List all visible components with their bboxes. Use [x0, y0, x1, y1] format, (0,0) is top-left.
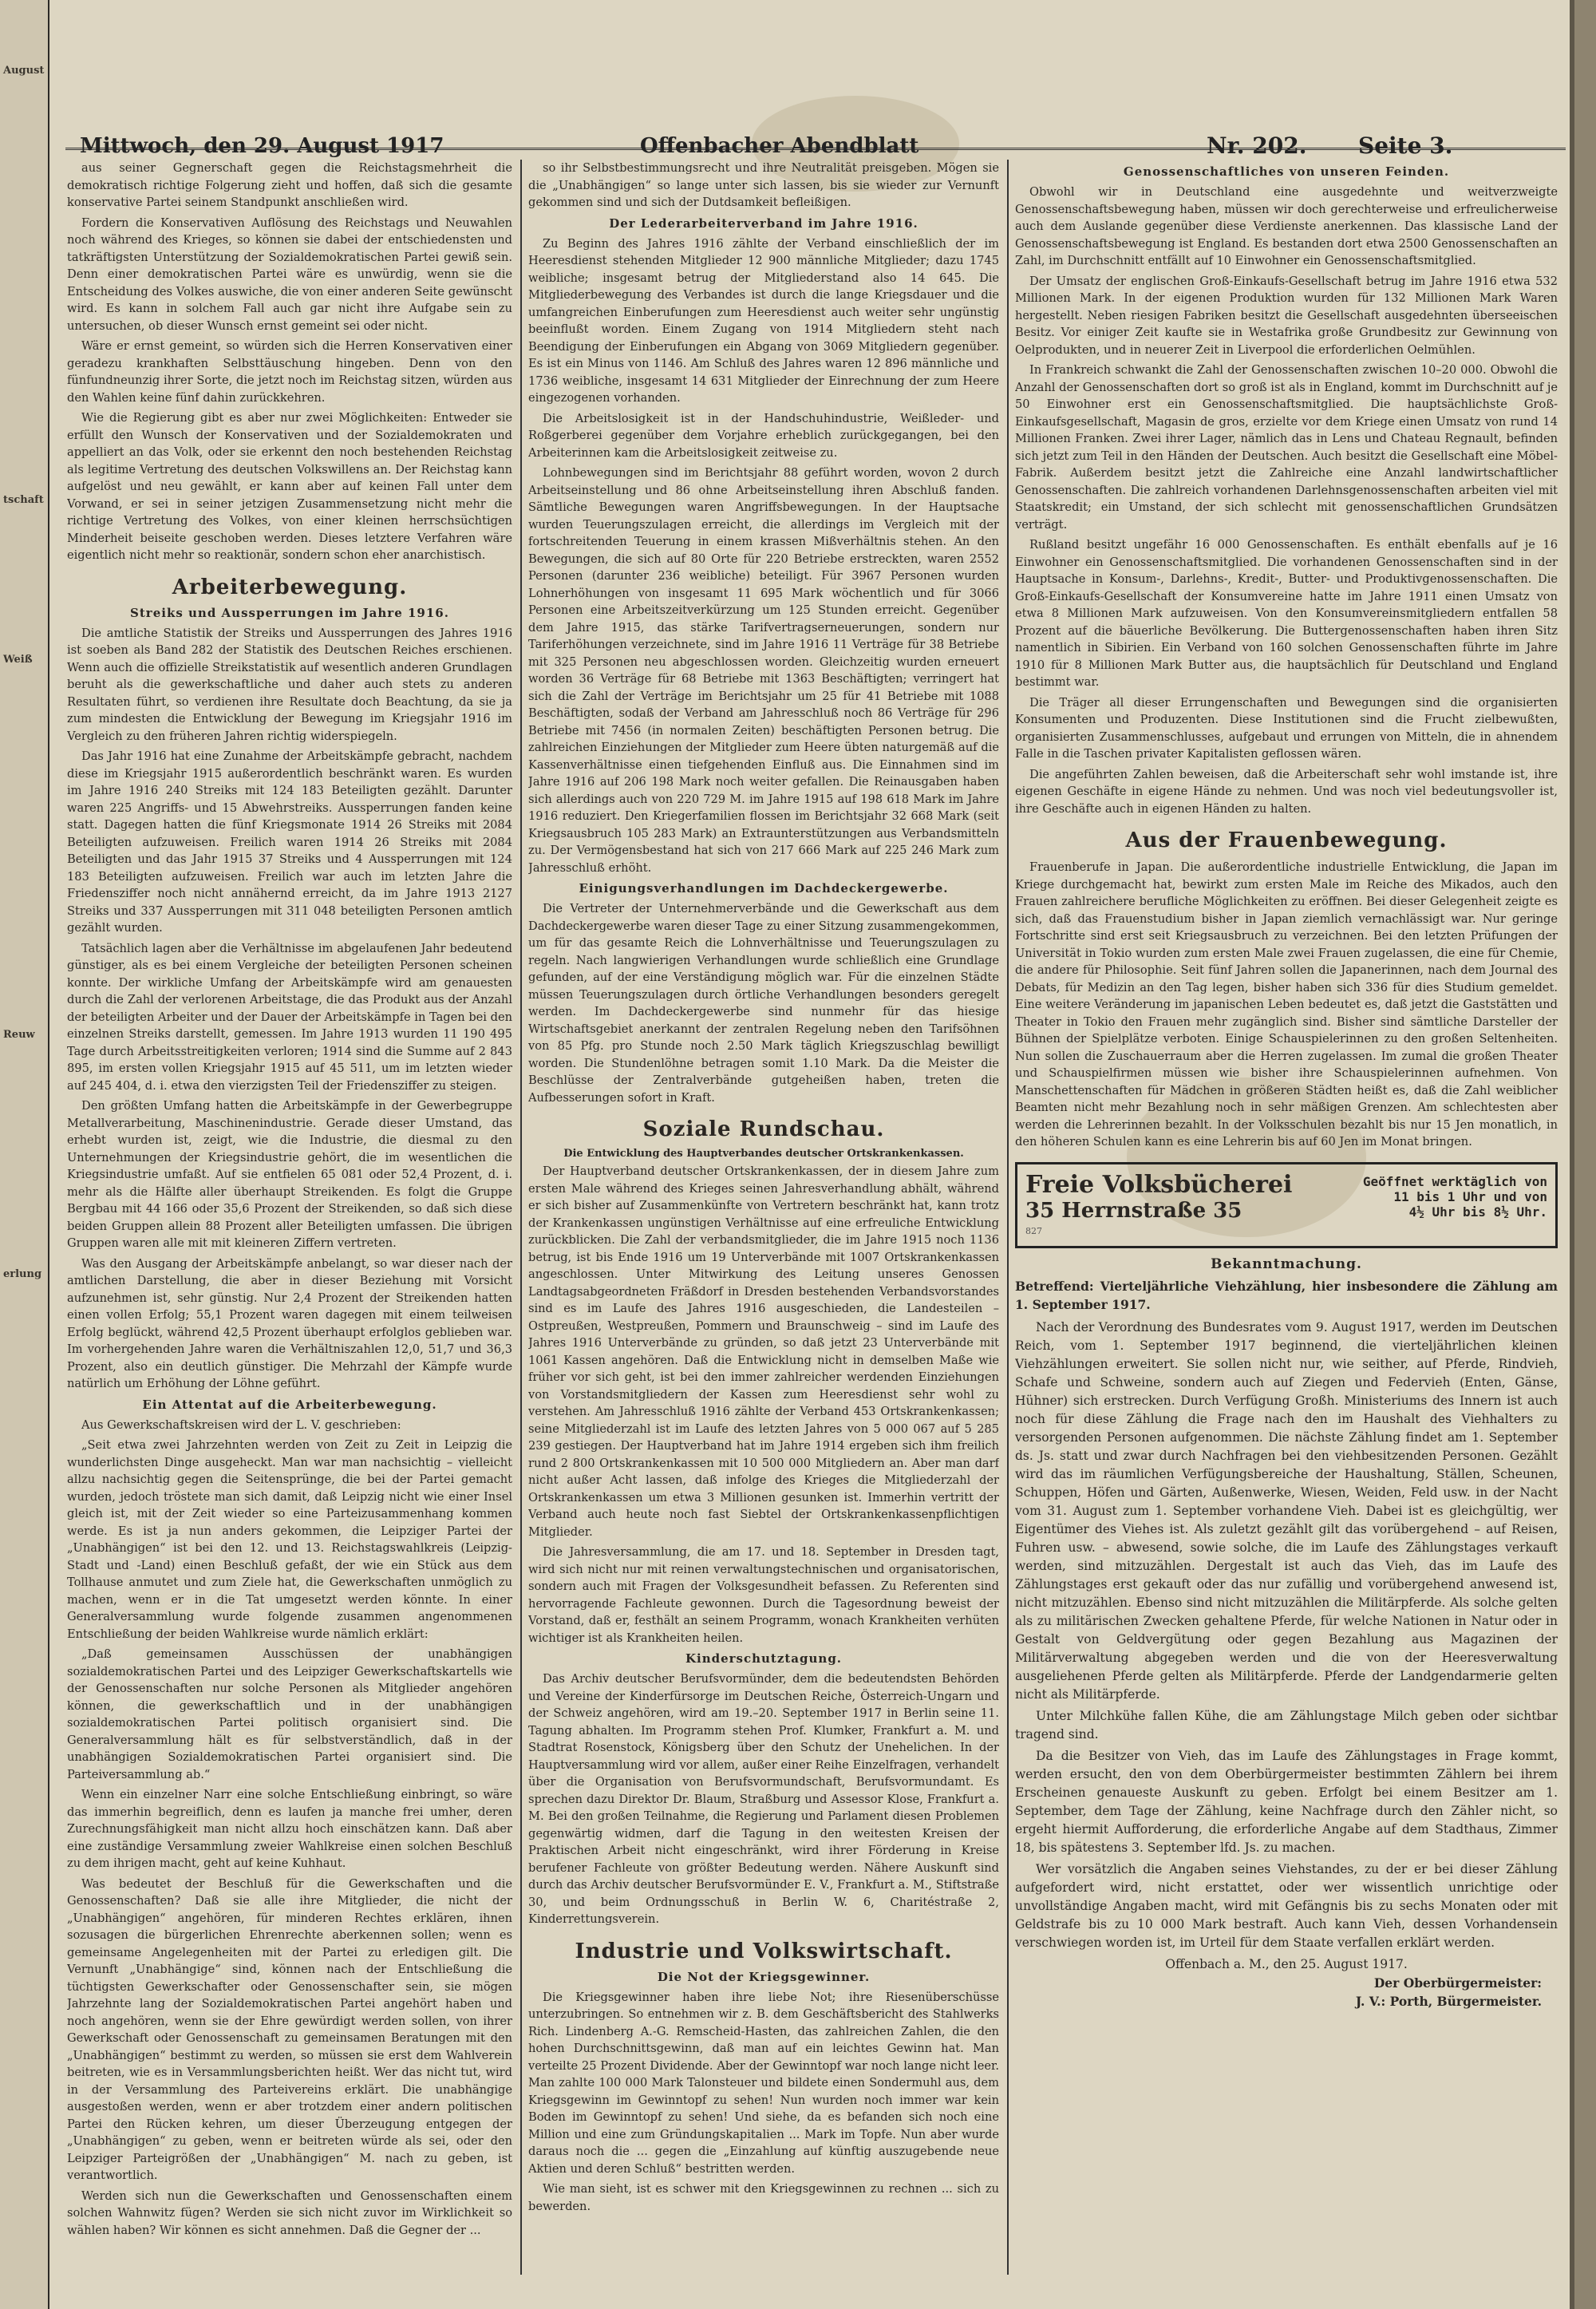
- header-page-label: Seite 3.: [1358, 132, 1453, 159]
- article-paragraph: aus seiner Gegnerschaft gegen die Reichstagsmehrheit die demokratisch richtige Folgerung zieht und hoffen, daß sich die gesamte konservative Partei seinem Standpunkt anschließen wird.: [67, 161, 512, 209]
- margin-word: erlung: [3, 1268, 42, 1280]
- article-paragraph: Die Arbeitslosigkeit ist in der Handschuhindustrie, Weißleder- und Roßgerberei gegenüber dem Vorjahre erheblich zurückgegangen, bei den Arbeiterinnen kam die Arbeitslosigkeit zeitweise zu.: [528, 411, 999, 460]
- article-paragraph: Lohnbewegungen sind im Berichtsjahr 88 geführt worden, wovon 2 durch Arbeitseinstellung und 86 ohne Arbeitseinstellung ihren Abschluß fanden. Sämtliche Bewegungen waren Angriffsbewegungen. In der Hauptsache wurden Teuerungszulagen erreicht, die allerdings im Vergleich mit der fortschreitenden Teuerung in einem krassen Mißverhältnis stehen. An den Bewegungen, die sich auf 80 Orte für 220 Betriebe erstreckten, waren 2552 Personen (darunter 236 weibliche) beteiligt. Für 3967 Personen wurden Lohnerhöhungen von insgesamt 11 695 Mark wöchentlich und für 3066 Personen eine Arbeitszeitverkürzung um 125 Stunden erreicht. Gegenüber dem Jahre 1915, das stärke Tarifvertragserneuerungen, sondern nur Tariferhöhungen verzeichnete, sind im Jahre 1916 11 Verträge für 38 Betriebe mit 325 Personen neu abgeschlossen worden. Gleichzeitig wurden erneuert worden 36 Verträge für 68 Betriebe mit 1363 Beschäftigten; verringert hat sich die Zahl der Verträge im Berichtsjahr um 25 für 41 Betriebe mit 1088 Beschäftigten, sodaß der Verband am Jahresschluß noch 86 Verträge für 296 Betriebe mit 7456 (in normalen Zeiten) beschäftigten Personen betrug. Die zahlreichen Einziehungen der Mitglieder zum Heere übten naturgemäß auf die Kassenverhältnisse einen tiefgehenden Einfluß aus. Die Einnahmen sind im Jahre 1916 auf 206 198 Mark noch weiter gefallen. Die Reinausgaben haben sich allerdings auch von 220 729 M. im Jahre 1915 auf 198 618 Mark im Jahre 1916 reduziert. Den Kriegerfamilien flossen im Berichtsjahr 32 668 Mark (seit Kriegsausbruch 105 283 Mark) an Extraunterstützungen aus Verbandsmitteln zu. Der Vermögensbestand hat sich von 217 666 Mark auf 225 246 Mark zum Jahresschluß erhöht.: [528, 466, 999, 875]
- column-1: [67, 160, 512, 2291]
- article-heading: Der Lederarbeiterverband im Jahre 1916.: [609, 215, 918, 231]
- section-heading: Aus der Frauenbewegung.: [1125, 828, 1448, 852]
- notice-place-date: Offenbach a. M., den 25. August 1917.: [1165, 1957, 1408, 1971]
- article-paragraph: Der Umsatz der englischen Groß-Einkaufs-Gesellschaft betrug im Jahre 1916 etwa 532 Millionen Mark. In der eigenen Produktion wurden für 132 Millionen Mark Waren hergestellt. Neben riesigen Fabriken besitzt die Gesellschaft ausgedehnten überseeischen Besitz. Vor einiger Zeit kaufte sie in Westafrika große Grundbesitz zur Gewinnung von Oelprodukten, und in neuerer Zeit in Liverpool die erforderlichen Oelmühlen.: [1015, 274, 1558, 357]
- article-paragraph: Tatsächlich lagen aber die Verhältnisse im abgelaufenen Jahr bedeutend günstiger, als es bei einem Vergleiche der beteiligten Personen scheinen konnte. Der wirkliche Umfang der Arbeitskämpfe wird am genauesten durch die Zahl der verlorenen Arbeitstage, die das Produkt aus der Anzahl der beteiligten Arbeiter und der Dauer der Arbeitskämpfe in Tagen bei den einzelnen Streiks darstellt, gemessen. Im Jahre 1913 wurden 11 190 495 Tage durch Arbeitsstreitigkeiten verloren; 1914 sind die Summe auf 2 843 895, im ersten vollen Kriegsjahr 1915 auf 45 511, um im letzten wieder auf 245 404, d. i. etwa den vierzigsten Teil der Friedensziffer zu steigen.: [67, 941, 512, 1093]
- notice-subject: Betreffend: Vierteljährliche Viehzählung, hier insbesondere die Zählung am 1. September 1917.: [1015, 1279, 1558, 1312]
- column-rule: [520, 160, 522, 2275]
- article-paragraph: Die Vertreter der Unternehmerverbände und die Gewerkschaft aus dem Dachdeckergewerbe waren dieser Tage zu einer Sitzung zusammengekommen, um für das gesamte Reich die Lohnverhältnisse und Teuerungszulagen zu regeln. Nach langwierigen Verhandlungen wurde schließlich eine Grundlage gefunden, auf der eine Verständigung möglich war. Für die einzelnen Städte müssen Teuerungszulagen durch örtliche Verhandlungen besonders geregelt werden. Im Dachdeckergewerbe sind nunmehr für das hiesige Wirtschaftsgebiet anerkannt der zentralen Regelung neben den Tarifsöhnen von 85 Pfg. pro Stunde noch 2.50 Mark täglich Kriegszuschlag bewilligt worden. Die Stundenlöhne betragen somit 1.10 Mark. Da die Meister die Beschlüsse der Zentralverbände gutgeheißen haben, treten die Aufbesserungen sofort in Kraft.: [528, 902, 999, 1105]
- margin-word: tschaft: [3, 494, 44, 506]
- article-paragraph: Die Jahresversammlung, die am 17. und 18. September in Dresden tagt, wird sich nicht nur mit reinen verwaltungstechnischen und organisatorischen, sondern auch mit Fragen der Volksgesundheit befassen. Zu Referenten sind hervorragende Fachleute gewonnen. Durch die Tagesordnung beweist der Vorstand, daß er, festhält an seinem Programm, wonach Krankheiten verhüten wichtiger ist als Krankheiten heilen.: [528, 1545, 999, 1645]
- column-2: [528, 160, 999, 2291]
- book-edge: [1570, 0, 1596, 2309]
- article-heading: Kinderschutztagung.: [685, 1651, 843, 1666]
- article-paragraph: Frauenberufe in Japan. Die außerordentliche industrielle Entwicklung, die Japan im Kriege durchgemacht hat, bewirkt zum ersten Male im Reiche des Mikados, auch den Frauen zahlreichere berufliche Möglichkeiten zu eröffnen. Bei dieser Gelegenheit zeigte es sich, daß das Frauenstudium bisher in Japan ziemlich vernachlässigt war. Nur geringe Fortschritte sind erst seit Kriegsausbruch zu verzeichnen. Bei den letzten Prüfungen der Universität in Tokio wurden zum ersten Male zwei Frauen zugelassen, die eine für Chemie, die andere für Philosophie. Seit fünf Jahren sollen die Japanerinnen, nach dem Journal des Debats, für Medizin an den Tag legen, bisher haben sich 336 für dies Studium gemeldet. Eine weitere Veränderung im japanischen Leben bedeutet es, daß jetzt die Gaststätten und Theater in Tokio den Frauen mehr zugänglich sind. Bisher sind sämtliche Darsteller der Bühnen der Spielplätze verboten. Einige Schauspielerinnen zu den großen Seltenheiten. Nun sollen die Zuschauerraum aber die Herren zugelassen. Im zumal die großen Theater und Schauspielfirmen müssen wie bisher ihre Schauspielerinnen aufnehmen. Von Manschettenschaften für Mädchen in größeren Städten heißt es, daß die Zahl weiblicher Beamten nicht mehr Bezahlung noch in sehr mäßigen Grenzen. Am schlechtesten aber werden die Lehrerinnen bezahlt. In der Volksschulen bezahlt bis nur 15 Jen monatlich, in den höheren Schulen kann es eine Lehrerin bis auf 60 Jen im Monat bringen.: [1015, 860, 1558, 1149]
- section-heading: Industrie und Volkswirtschaft.: [575, 1939, 953, 1963]
- article-paragraph: Obwohl wir in Deutschland eine ausgedehnte und weitverzweigte Genossenschaftsbewegung haben, müssen wir doch gerechterweise und erfreulicherweise auch dem Auslande gegenüber diese Verdienste anerkennen. Das klassische Land der Genossenschaftsbewegung ist England. Es bestanden dort etwa 2500 Genossenschaften an Zahl, im Durchschnitt entfällt auf 10 Einwohner ein Genossenschaftsmitglied.: [1015, 185, 1558, 267]
- article-paragraph: Der Hauptverband deutscher Ortskrankenkassen, der in diesem Jahre zum ersten Male während des Krieges seinen Jahresverhandlung abhält, während er sich bisher auf Zusammenkünfte von Vertretern beschränkt hat, kann trotz der Krankenkassen ungünstigen Verhältnisse auf eine erfreuliche Entwicklung zurückblicken. Die Zahl der verbandsmitglieder, die im Jahre 1915 noch 1136 betrug, ist bis Ende 1916 um 19 Unterverbände mit 1007 Ortskrankenkassen angeschlossen. Unter Mitwirkung des Leitung unseres Genossen Landtagsabgeordneten Fräßdorf in Dresden bestehenden Verbandsvorstandes sind es im Laufe des Jahres 1916 ausgeschieden, die Landesteilen – Ostpreußen, Westpreußen, Pommern und Braunschweig – sind im Laufe des Jahres 1916 Unterverbände zu gründen, so daß jetzt 23 Unterverbände mit 1061 Kassen angehören. Daß die Entwicklung nicht in demselben Maße wie früher vor sich geht, ist bei den immer zahlreicher werdenden Einziehungen von Vorstandsmitgliedern der Kassen zum Heeresdienst sehr wohl zu verstehen. Am Jahresschluß 1916 zählte der Verband 453 Ortskrankenkassen; seine Mitgliederzahl ist im Laufe des letzten Jahres von 5 000 067 auf 5 285 239 gestiegen. Der Hauptverband hat im Jahre 1914 ergeben sich ihm freilich rund 2 800 Ortskrankenkassen mit 10 500 000 Mitgliedern an. Aber man darf nicht außer Acht lassen, daß infolge des Krieges die Mitgliederzahl der Ortskrankenkassen um etwa 3 Millionen gesunken ist. Immerhin vertritt der Verband auch heute noch fast Siebtel der Ortskrankenkassenpflichtigen Mitglieder.: [528, 1164, 999, 1539]
- article-paragraph: Die angeführten Zahlen beweisen, daß die Arbeiterschaft sehr wohl imstande ist, ihre eigenen Geschäfte in eigene Hände zu nehmen. Und was noch viel bedeutungsvoller ist, ihre Geschäfte auch in eigenen Händen zu halten.: [1015, 767, 1558, 816]
- article-heading: Streiks und Aussperrungen im Jahre 1916.: [130, 605, 449, 620]
- ad-hours: Geöffnet werktäglich von: [1362, 1173, 1547, 1189]
- article-paragraph: Wenn ein einzelner Narr eine solche Entschließung einbringt, so wäre das immerhin begreiflich, denn es laufen ja manche frei umher, deren Zurechnungsfähigkeit man nicht allzu hoch einschätzen kann. Daß aber eine zuständige Versammlung zweier Wahlkreise einen solchen Beschluß zu dem ihrigen macht, geht auf keine Kuhhaut.: [67, 1788, 512, 1870]
- header-paper-name: Offenbacher Abendblatt: [640, 134, 919, 158]
- header-date: Mittwoch, den 29. August 1917: [80, 134, 444, 158]
- article-paragraph: Was den Ausgang der Arbeitskämpfe anbelangt, so war dieser nach der amtlichen Darstellung, die aber in dieser Beziehung mit Vorsicht aufzunehmen ist, sehr günstig. Nur 2,4 Prozent der Streikenden hatten einen vollen Erfolg; 55,1 Prozent waren dagegen mit einem teilweisen Erfolg beglückt, während 42,5 Prozent überhaupt erfolglos geblieben war. Im vorhergehenden Jahre waren die Verhältniszahlen 12,0, 51,7 und 36,3 Prozent, also ein deutlich günstiger. Die Mehrzahl der Kämpfe wurde natürlich um Erhöhung der Löhne geführt.: [67, 1256, 512, 1390]
- notice-heading: Bekanntmachung.: [1211, 1256, 1362, 1272]
- margin-word: Reuw: [3, 1029, 35, 1041]
- article-paragraph: Das Jahr 1916 hat eine Zunahme der Arbeitskämpfe gebracht, nachdem diese im Kriegsjahr 1915 außerordentlich beschränkt waren. Es wurden im Jahre 1916 240 Streiks mit 124 183 Beteiligten gezählt. Darunter waren 225 Angriffs- und 15 Abwehrstreiks. Aussperrungen fanden keine statt. Dagegen hatten die fünf Kriegsmonate 1914 26 Streiks mit 2084 Beteiligten aufzuweisen. Freilich waren 1914 26 Streiks mit 2084 Beteiligten und das Jahr 1915 37 Streiks und 4 Aussperrungen mit 124 183 Beteiligten aufzuweisen. Freilich war auch im letzten Jahre die Friedensziffer noch nicht annähernd erreicht, da im Jahre 1913 2127 Streiks und 337 Aussperrungen mit 311 048 beteiligten Personen amtlich gezählt wurden.: [67, 749, 512, 935]
- notice-paragraph: Nach der Verordnung des Bundesrates vom 9. August 1917, werden im Deutschen Reich, vom 1. September 1917 beginnend, die vierteljährlichen kleinen Viehzählungen erweitert. Sie sollen nicht nur, wie seither, auf Pferde, Rindvieh, Schafe und Schweine, sondern auch auf Ziegen und Federvieh (Enten, Gänse, Hühner) sich erstrecken. Durch Verfügung Großh. Ministeriums des Innern ist auch noch für diese Zählung die Frage nach den im Haushalt des Viehhalters zu versorgenden Personen aufgenommen. Die nächste Zählung findet am 1. September ds. Js. statt und zwar durch Nachfragen bei den viehbesitzenden Personen. Gezählt wird das im räumlichen Verfügungsbereiche der Haushaltung, Ställen, Scheunen, Schuppen, Höfen und Gärten, Außenwerke, Wiesen, Weiden, Feld usw. in der Nacht vom 31. August zum 1. September vorhandene Vieh. Dabei ist es gleichgültig, wer Eigentümer des Viehes ist. Als zuletzt gezählt gilt das vorübergehend – auf Reisen, Fuhren usw. – abwesend, sowie solche, die im Laufe des Zählungstages verkauft werden, sind mitzuzählen. Dergestalt ist auch das Vieh, das im Laufe des Zählungstages erst gekauft oder das nur zufällig und vorübergehend anwesend ist, nicht mitzuzählen. Ebenso sind nicht mitzuzählen die Militärpferde. Als solche gelten als zu militärischen Zwecken gehaltene Pferde, für welche Nationen in Natur oder in Gestalt von Geldvergütung oder gegen Bezahlung aus Magazinen der Militärverwaltung abgegeben werden und die von der Heeresverwaltung ausgeliehenen Pferde gelten als Militärpferde. Pferde der Landgendarmerie gelten nicht als Militärpferde.: [1015, 1320, 1558, 1702]
- ad-address: 35 Herrnstraße 35: [1025, 1198, 1242, 1223]
- article-paragraph: Die Kriegsgewinner haben ihre liebe Not; ihre Riesenüberschüsse unterzubringen. So entnehmen wir z. B. dem Geschäftsbericht des Stahlwerks Rich. Lindenberg A.-G. Remscheid-Hasten, das zahlreichen Zahlen, die den hohen Durchschnittsgewinn, daß man auf ein leichtes Gewinn hat. Man verteilte 25 Prozent Dividende. Aber der Gewinntopf war noch lange nicht leer. Man zahlte 100 000 Mark Talonsteuer und bildete einen Sondermuhl aus, dem Kriegsgewinn im Gewinntopf zu sehen! Nun wurden noch immer war kein Boden im Gewinntopf zu sehen! Und siehe, da es befanden sich noch eine Million und eine zum Gründungskapitalien ... Mark im Topfe. Nun aber wurde daraus noch die ... gegen die „Einzahlung auf künftig auszugebende neue Aktien und deren Schluß“ bestritten werden.: [528, 1990, 999, 2176]
- ad-hours: 4½ Uhr bis 8½ Uhr.: [1408, 1204, 1547, 1220]
- article-paragraph: Den größten Umfang hatten die Arbeitskämpfe in der Gewerbegruppe Metallverarbeitung, Maschinenindustrie. Gerade dieser Umstand, das erhebt wurden ist, zeigt, wie die Industrie, die diesmal zu den Unternehmungen der Kriegsindustrie gehört, die im wesentlichen die Kriegsindustrie umfaßt. Auf sie entfielen 65 081 oder 52,4 Prozent, d. i. mehr als die Hälfte aller überhaupt Streikenden. Es folgt die Gruppe Bergbau mit 44 166 oder 35,6 Prozent der Streikenden, so daß sich diese beiden Gruppen allein 88 Prozent aller Beteiligten umfassen. Die übrigen Gruppen waren alle mit mit kleineren Ziffern vertreten.: [67, 1099, 512, 1250]
- article-paragraph: Was bedeutet der Beschluß für die Gewerkschaften und die Genossenschaften? Daß sie alle ihre Mitglieder, die nicht der „Unabhängigen“ angehören, für minderen Rechtes erklären, ihnen sozusagen die bürgerlichen Ehrenrechte aberkennen sollen; wenn es gemeinsame Angelegenheiten mit der Partei zu erledigen gilt. Die Vernunft „Unabhängige“ sind, können nach der Entschließung die tüchtigsten Gewerkschafter oder Genossenschafter sein, sie mögen Jahrzehnte lang der Sozialdemokratischen Partei angehört haben und noch angehören, wenn sie der Ehre gewürdigt werden sollen, von ihrer Gewerkschaft oder Genossenschaft zu gemeinsamen Beratungen mit den „Unabhängigen“ bestimmt zu werden, so müssen sie erst dem Wahlverein beitreten, wie es in Versammlungsberichten heißt. Wer das nicht tut, wird in der Versammlung des Parteivereins erklärt. Die unabhängige ausgestoßen werden, wenn er aber trotzdem einer andern politischen Partei den Rücken kehren, um dieser Überzeugung entgegen der „Unabhängigen“ zu geben, wenn er beitreten würde als sei, oder den Leipziger Parteigrößen der „Unabhängigen“ M. nach zu geben, ist verantwortlich.: [67, 1876, 512, 2182]
- adjacent-page-strip: [0, 0, 48, 2309]
- article-heading: Genossenschaftliches von unseren Feinden.: [1123, 164, 1450, 179]
- article-paragraph: „Daß gemeinsamen Ausschüssen der unabhängigen sozialdemokratischen Partei und des Leipziger Gewerkschaftskartells wie der Genossenschaften nur solche Personen als Mitglieder angehören können, die gewerkschaftlich und in der unabhängigen sozialdemokratischen Partei politisch organisiert sind. Die Generalversammlung hält es für selbstverständlich, daß in der unabhängigen Sozialdemokratischen Partei organisiert sind. Die Parteiversammlung ab.“: [67, 1647, 512, 1781]
- column-3: [1015, 160, 1558, 2291]
- ad-code: 827: [1025, 1225, 1042, 1236]
- page-header: [65, 8, 1566, 159]
- article-paragraph: Wie die Regierung gibt es aber nur zwei Möglichkeiten: Entweder sie erfüllt den Wunsch der Konservativen und der Sozialdemokraten und appelliert an das Volk, oder sie erkennt den noch bestehenden Reichstag als legitime Vertretung des deutschen Volkswillens an. Der Reichstag kann aufgelöst und neu gewählt, er kann aber auf keinen Fall unter dem Vorwand, er sei in seiner jetzigen Zusammensetzung nicht mehr die richtige Vertretung des Volkes, von einer kleinen herrschsüchtigen Minderheit beiseite geschoben werden. Dieses letztere Verfahren wäre eigentlich nicht mehr so reaktionär, sondern schon eher anarchistisch.: [67, 411, 512, 562]
- article-paragraph: Zu Beginn des Jahres 1916 zählte der Verband einschließlich der im Heeresdienst stehenden Mitglieder 12 900 männliche Mitglieder; dazu 1745 weibliche; insgesamt betrug der Mitgliederstand also 14 645. Die Mitgliederbewegung des Verbandes ist durch die lange Kriegsdauer und die umfangreichen Einberufungen zum Heeresdienst auch weiter sehr ungünstig beeinflußt worden. Einem Zugang von 1914 Mitgliedern steht nach Beendigung der Einberufungen ein Abgang von 3069 Mitgliedern gegenüber. Es ist ein Minus von 1146. Am Schluß des Jahres waren 12 896 männliche und 1736 weibliche, insgesamt 14 631 Mitglieder der Einrechnung der zum Heere eingezogenen vorhanden.: [528, 236, 999, 405]
- article-paragraph: Die amtliche Statistik der Streiks und Aussperrungen des Jahres 1916 ist soeben als Band 282 der Statistik des Deutschen Reiches erschienen. Wenn auch die offizielle Streikstatistik auf wesentlich anderen Grundlagen beruht als die gewerkschaftliche und daher auch stets zu anderen Resultaten führt, so verdienen ihre Resultate doch Beachtung, da sie ja zum mindesten die Entwicklung der Bewegung im Kriegsjahr 1916 im Vergleich zu den früheren Jahren richtig widerspiegeln.: [67, 626, 512, 743]
- article-heading: Ein Attentat auf die Arbeiterbewegung.: [142, 1397, 437, 1412]
- article-paragraph: Aus Gewerkschaftskreisen wird der L. V. geschrieben:: [81, 1417, 401, 1432]
- article-heading: Die Entwicklung des Hauptverbandes deutscher Ortskrankenkassen.: [563, 1148, 964, 1160]
- margin-word: August: [3, 65, 45, 77]
- section-heading: Soziale Rundschau.: [642, 1117, 885, 1141]
- notice-paragraph: Da die Besitzer von Vieh, das im Laufe des Zählungstages in Frage kommt, werden ersucht, den von dem Oberbürgermeister bestimmten Zählern bei ihrem Erscheinen genaueste Auskunft zu geben. Erfolgt bei einem Besitzer am 1. September, dem Tage der Zählung, keine Nachfrage durch den Zähler nicht, so ergeht hiermit Aufforderung, die erforderliche Angabe auf dem Stadthaus, Zimmer 18, bis spätestens 3. September lfd. Js. zu machen.: [1015, 1749, 1558, 1855]
- notice-signature-title: Der Oberbürgermeister:: [1373, 1975, 1542, 1991]
- article-paragraph: Rußland besitzt ungefähr 16 000 Genossenschaften. Es enthält ebenfalls auf je 16 Einwohner ein Genossenschaftsmitglied. Die vorhandenen Genossenschaften sind in der Hauptsache in Konsum-, Darlehns-, Kredit-, Butter- und Produktivgenossenschaften. Die Groß-Einkaufs-Gesellschaft der Konsumvereine hatte im Jahre 1911 einen Umsatz von etwa 8 Millionen Mark aufzuweisen. Von den Konsumvereinsmitgliedern entfallen 58 Prozent auf die bäuerliche Bevölkerung. Die Buttergenossenschaften haben ihren Sitz namentlich in Sibirien. Ein Verband von 160 solchen Genossenschaften führte im Jahre 1910 für 8 Millionen Mark Butter aus, die hauptsächlich für Deutschland und England bestimmt war.: [1015, 538, 1558, 689]
- article-paragraph: Werden sich nun die Gewerkschaften und Genossenschaften einem solchen Wahnwitz fügen? Werden sie sich nicht zuvor im Wirklichkeit so wählen haben? Wir können es sicht annehmen. Daß die Gegner der ...: [67, 2188, 512, 2237]
- library-advertisement: [1015, 1162, 1558, 1249]
- column-rule: [1007, 160, 1009, 2275]
- article-paragraph: so ihr Selbstbestimmungsrecht und ihre Neutralität preisgeben. Mögen sie die „Unabhängigen“ so lange unter sich lassen, bis sie wieder zur Vernunft gekommen sind und sich der Dutdsamkeit befleißigen.: [528, 161, 999, 209]
- ad-hours: 11 bis 1 Uhr und von: [1393, 1188, 1547, 1204]
- section-heading: Arbeiterbewegung.: [172, 575, 408, 599]
- article-heading: Die Not der Kriegsgewinner.: [657, 1969, 871, 1984]
- article-paragraph: Wie man sieht, ist es schwer mit den Kriegsgewinnen zu rechnen ... sich zu bewerden.: [528, 2182, 999, 2213]
- article-paragraph: Fordern die Konservativen Auflösung des Reichstags und Neuwahlen noch während des Krieges, so können sie dabei der entschiedensten und tatkräftigsten Unterstützung der Sozialdemokratischen Partei gewiß sein. Denn einer demokratischen Partei wäre es unwürdig, wenn sie die Entscheidung des Volkes auswiche, die von einer anderen Seite gewünscht wird. Es kann in solchem Fall auch gar nicht ihre Aufgabe sein zu untersuchen, ob dieser Wunsch ernst gemeint sei oder nicht.: [67, 215, 512, 333]
- article-paragraph: Die Träger all dieser Errungenschaften und Bewegungen sind die organisierten Konsumenten und Produzenten. Diese Institutionen sind die Frucht zielbewußten, organisierten Zusammenschlusses, aufgebaut und errungen von Mitteln, die in ahnendem Falle in die Taschen privater Kapitalisten geflossen wären.: [1015, 695, 1558, 761]
- article-heading: Einigungsverhandlungen im Dachdeckergewerbe.: [579, 881, 949, 896]
- notice-signature: J. V.: Porth, Bürgermeister.: [1355, 1994, 1542, 2009]
- notice-paragraph: Wer vorsätzlich die Angaben seines Viehstandes, zu der er bei dieser Zählung aufgefordert wird, nicht erstattet, oder wer wissentlich unrichtige oder unvollständige Angaben macht, wird mit Gefängnis bis zu sechs Monaten oder mit Geldstrafe bis zu 10 000 Mark bestraft. Auch kann Vieh, dessen Vorhandensein verschwiegen worden ist, im Urteil für dem Staate verfallen erklärt werden.: [1015, 1862, 1558, 1950]
- article-paragraph: In Frankreich schwankt die Zahl der Genossenschaften zwischen 10–20 000. Obwohl die Anzahl der Genossenschaften dort so groß ist als in England, kommt im Durchschnitt auf je 50 Einwohner erst ein Genossenschaftsmitglied. Die hauptsächlichste Groß-Einkaufsgesellschaft, Magasin de gros, erzielte vor dem Kriege einen Umsatz von rund 14 Millionen Franken. Zwei ihrer Lager, nämlich das in Lens und Chateau Regnault, befinden sich jetzt zum Teil in den Händen der Deutschen. Auch besitzt die Gesellschaft eine Möbel-Fabrik. Außerdem besitzt jetzt die Zahlreiche eine Anzahl landwirtschaftlicher Genossenschaften. Die zahlreich vorhandenen Darlehnsgenossenschaften arbeiten viel mit Staatskredit; ein Umstand, der sich schlecht mit genossenschaftlichen Grundsätzen verträgt.: [1015, 363, 1558, 532]
- newspaper-page: [49, 0, 1570, 2309]
- notice-paragraph: Unter Milchkühe fallen Kühe, die am Zählungstage Milch geben oder sichtbar tragend sind.: [1015, 1709, 1558, 1742]
- article-paragraph: Das Archiv deutscher Berufsvormünder, dem die bedeutendsten Behörden und Vereine der Kinderfürsorge im Deutschen Reiche, Österreich-Ungarn und der Schweiz angehören, wird am 19.–20. September 1917 in Berlin seine 11. Tagung abhalten. Im Programm stehen Prof. Klumker, Frankfurt a. M. und Stadtrat Rosenstock, Königsberg über den Schutz der Unehelichen. In der Hauptversammlung wird vor allem, außer einer Reihe Einzelfragen, verhandelt über die Organisation von Berufsvormundschaft, Berufsvormundamt. Es sprechen dazu Direktor Dr. Blaum, Straßburg und Assessor Klose, Frankfurt a. M. Bei den großen Teilnahme, die Regierung und Parlament diesen Problemen gegenwärtig widmen, darf die Tagung in den weitesten Kreisen der Praktischen Arbeit nicht eingeschränkt, wird ihrer Förderung in Kreise berufener Fachleute von größter Bedeutung werden. Nähere Auskunft sind durch das Archiv deutscher Berufsvormünder E. V., Frankfurt a. M., Stiftstraße 30, und beim Ordnungsschuß in Berlin W. 6, Charitéstraße 2, Kinderrettungsverein.: [528, 1672, 999, 1926]
- article-paragraph: „Seit etwa zwei Jahrzehnten werden von Zeit zu Zeit in Leipzig die wunderlichsten Dinge ausgeheckt. Man war man nachsichtig – vielleicht allzu nachsichtig gegen die Seitensprünge, die bei der Partei gemacht wurden, jedoch tröstete man sich damit, daß Leipzig nicht wie einer Insel gleich ist, mit der Zeit wieder so eine Parteizusammenhang kommen werde. Es ist ja nun anders gekommen, die Leipziger Partei der „Unabhängigen“ ist bei den 12. und 13. Reichstagswahlkreis (Leipzig-Stadt und -Land) einen Beschluß gefaßt, der wie ein Stück aus dem Tollhause anmutet und zum Ziele hat, die Gewerkschaften unmöglich zu machen, wenn er in die Tat umgesetzt werden könnte. In einer Generalversammlung wurde folgende zusammen angenommenen Entschließung der beiden Wahlkreise wurde nämlich erklärt:: [67, 1438, 512, 1641]
- ad-title: Freie Volksbücherei: [1025, 1170, 1293, 1199]
- article-paragraph: Wäre er ernst gemeint, so würden sich die Herren Konservativen einer geradezu krankhaften Selbsttäuschung hingeben. Denn von den fünfundneunzig ihrer Sorte, die jetzt noch im Reichstag sitzen, würden aus den Wahlen keine fünf dahin zurückkehren.: [67, 339, 512, 405]
- header-issue-number: Nr. 202.: [1207, 132, 1307, 159]
- margin-word: Weiß: [3, 654, 33, 666]
